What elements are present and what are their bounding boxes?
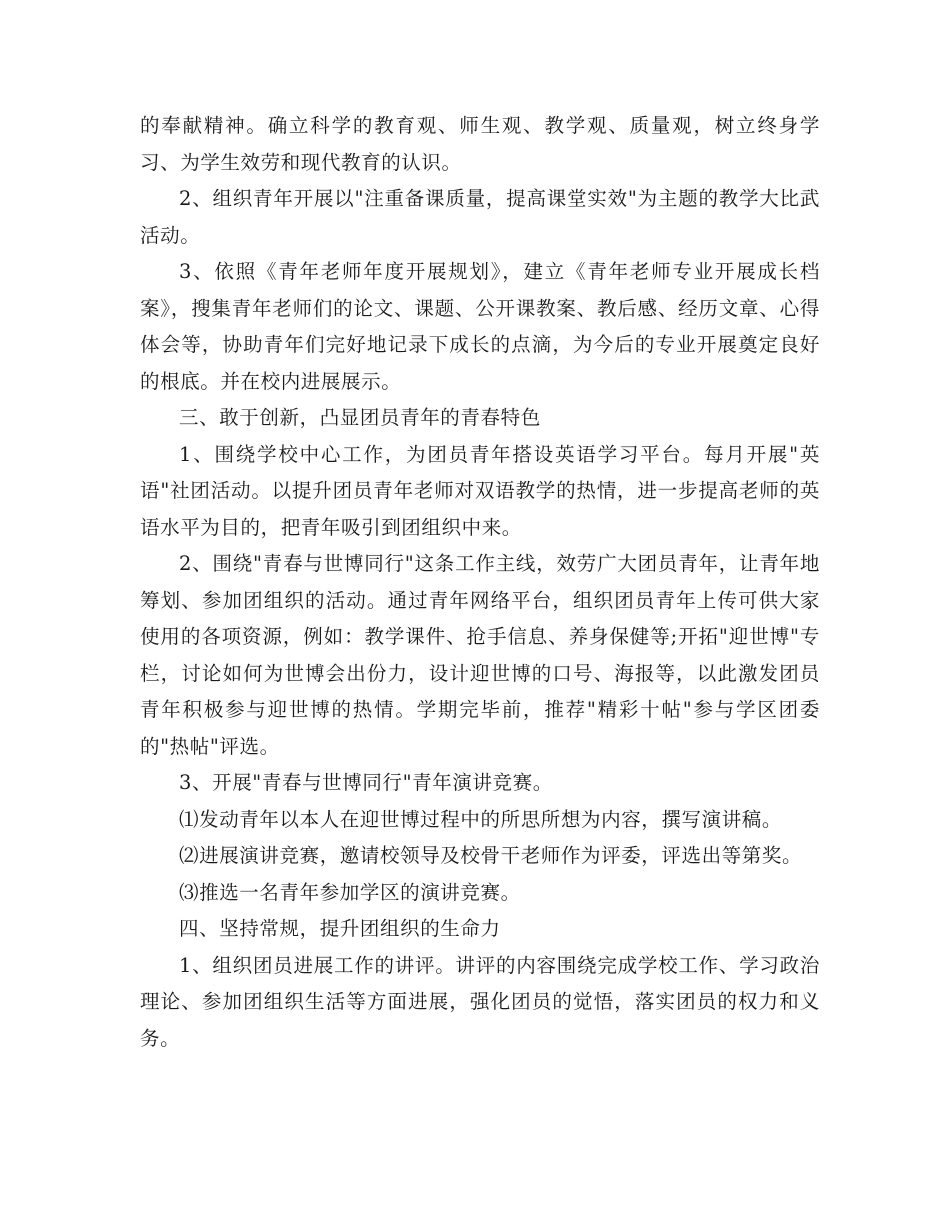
section-heading: 三、敢于创新，凸显团员青年的青春特色 [179,406,541,429]
paragraph: 1、组织团员进展工作的讲评。讲评的内容围绕完成学校工作、学习政治理论、参加团组织生活等方面进展，强化团员的觉悟，落实团员的权力和义务。 [140,953,820,1050]
paragraph: 2、组织青年开展以"注重备课质量，提高课堂实效"为主题的教学大比武活动。 [140,187,820,247]
paragraph: 1、围绕学校中心工作，为团员青年搭设英语学习平台。每月开展"英语"社团活动。以提升团员青年老师对双语教学的热情，进一步提高老师的英语水平为目的，把青年吸引到团组织中来。 [140,442,820,539]
list-item: ⑶推选一名青年参加学区的演讲竞赛。 [179,880,521,904]
document-body [140,108,820,1057]
paragraph: 3、开展"青春与世博同行"青年演讲竞赛。 [179,771,553,794]
list-item: ⑴发动青年以本人在迎世博过程中的所思所想为内容，撰写演讲稿。 [179,807,783,831]
section-heading: 四、坚持常规，提升团组织的生命力 [179,917,501,940]
paragraph: 的奉献精神。确立科学的教育观、师生观、教学观、质量观，树立终身学习、为学生效劳和现代教育的认识。 [140,114,820,174]
list-item: ⑵进展演讲竞赛，邀请校领导及校骨干老师作为评委，评选出等第奖。 [179,844,803,867]
paragraph: 3、依照《青年老师年度开展规划》，建立《青年老师专业开展成长档案》，搜集青年老师们的论文、课题、公开课教案、教后感、经历文章、心得体会等，协助青年们完好地记录下成长的点滴，为今后的专业开展奠定良好的根底。并在校内进展展示。 [140,260,820,393]
paragraph: 2、围绕"青春与世博同行"这条工作主线，效劳广大团员青年，让青年地筹划、参加团组织的活动。通过青年网络平台，组织团员青年上传可供大家使用的各项资源，例如：教学课件、抢手信息、养身保健等;开拓"迎世博"专栏，讨论如何为世博会出份力，设计迎世博的口号、海报等，以此激发团员青年积极参与迎世博的热情。学期完毕前，推荐"精彩十帖"参与学区团委的"热帖"评选。 [140,552,820,758]
